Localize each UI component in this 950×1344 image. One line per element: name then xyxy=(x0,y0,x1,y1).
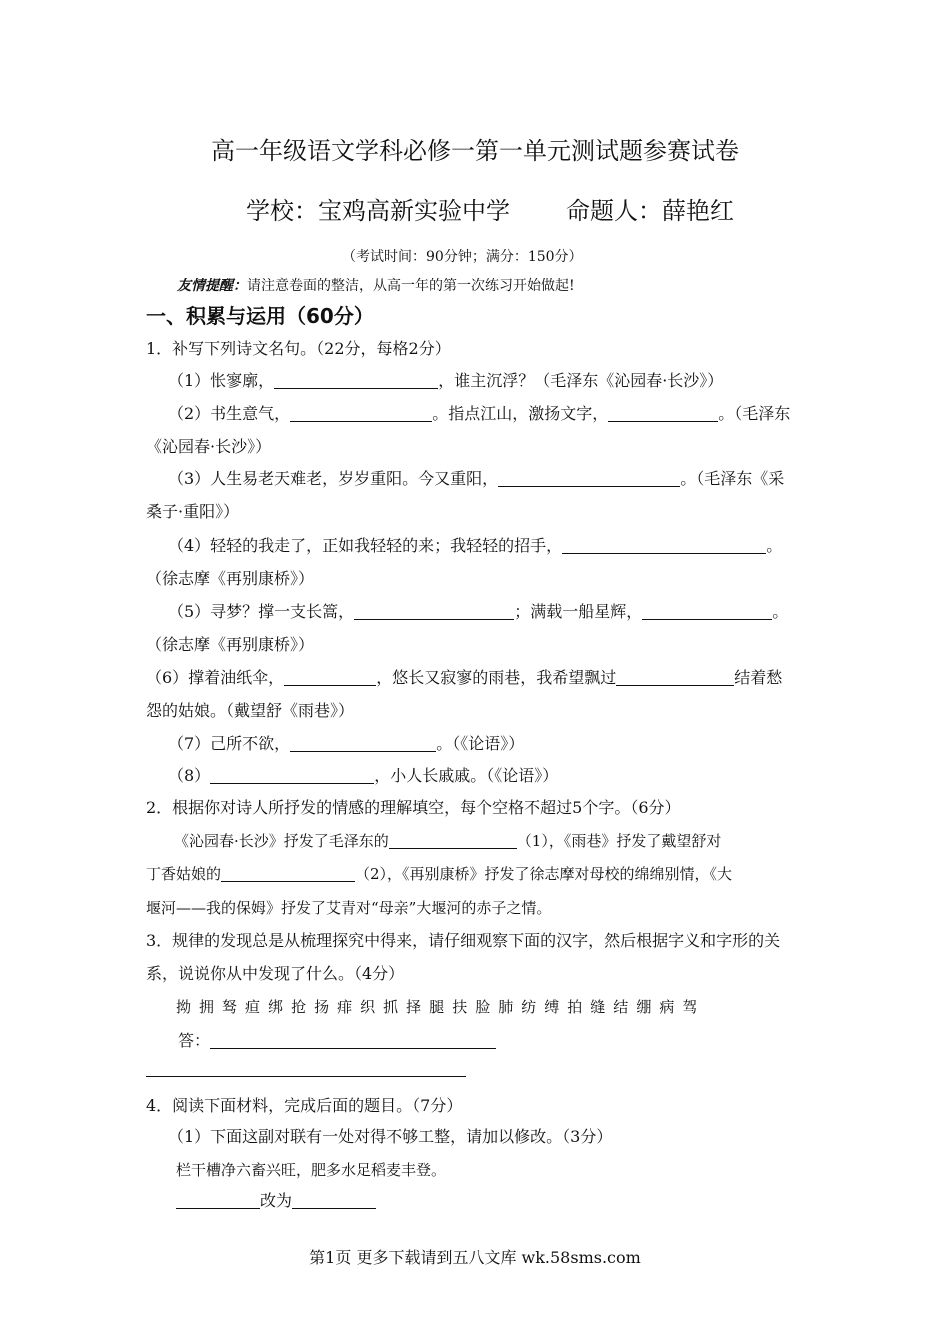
answer-blank[interactable] xyxy=(608,405,718,422)
q3-stem-2: 系，说说你从中发现了什么。（4分） xyxy=(146,964,405,983)
q1-item-1: （1）怅寥廓， ，谁主沉浮？（毛泽东《沁园春·长沙》） xyxy=(168,371,724,390)
answer-blank[interactable] xyxy=(389,832,517,849)
q3-answer: 答： xyxy=(178,1031,496,1051)
answer-blank[interactable] xyxy=(210,1032,496,1049)
answer-blank[interactable] xyxy=(562,537,766,554)
q4-sub-1: （1）下面这副对联有一处对得不够工整，请加以修改。（3分） xyxy=(168,1127,613,1146)
q1-stem: 1．补写下列诗文名句。（22分，每格2分） xyxy=(146,339,451,358)
q1-item-2-cont: 《沁园春·长沙》） xyxy=(146,437,272,456)
q1-item-5: （5）寻梦？撑一支长篙， ；满载一船星辉， 。 xyxy=(168,602,789,621)
reminder-label: 友情提醒： xyxy=(177,278,247,294)
answer-blank[interactable] xyxy=(292,1192,376,1209)
q1-item-3: （3）人生易老天难老，岁岁重阳。今又重阳， 。（毛泽东《采 xyxy=(168,469,785,488)
page-footer: 第1页 更多下载请到五八文库 wk.58sms.com xyxy=(309,1248,641,1267)
answer-blank[interactable] xyxy=(284,669,376,686)
answer-blank[interactable] xyxy=(274,372,438,389)
q4-stem: 4．阅读下面材料，完成后面的题目。（7分） xyxy=(146,1096,463,1115)
answer-blank[interactable] xyxy=(210,767,374,784)
q1-item-8: （8） ，小人长戚戚。（《论语》） xyxy=(168,766,559,785)
q1-item-2: （2）书生意气， 。指点江山，激扬文字， 。（毛泽东 xyxy=(168,404,791,423)
q1-item-7: （7）己所不欲， 。（《论语》） xyxy=(168,734,525,753)
q4-change: 改为 xyxy=(176,1191,376,1211)
q1-item-4: （4）轻轻的我走了，正如我轻轻的来；我轻轻的招手， 。 xyxy=(168,536,783,555)
answer-blank[interactable] xyxy=(498,470,680,487)
reminder xyxy=(177,276,575,296)
author-line: 命题人：薛艳红 xyxy=(566,197,734,225)
q2-line-1: 《沁园春·长沙》抒发了毛泽东的 （1），《雨巷》抒发了戴望舒对 xyxy=(174,832,722,850)
q3-stem-1: 3．规律的发现总是从梳理探究中得来，请仔细观察下面的汉字，然后根据字义和字形的关 xyxy=(146,931,781,950)
q2-line-2: 丁香姑娘的 （2），《再别康桥》抒发了徐志摩对母校的绵绵别情，《大 xyxy=(146,865,733,883)
q3-character-list: 拗 拥 驽 疸 绑 抢 扬 痱 织 抓 择 腿 扶 脸 肺 纺 缚 拍 缝 结 绷 病 驾 xyxy=(176,998,698,1016)
q2-line-3: 堰河——我的保姆》抒发了艾青对“母亲”大堰河的赤子之情。 xyxy=(146,899,552,917)
q1-item-3-cont: 桑子·重阳》） xyxy=(146,502,240,521)
answer-blank[interactable] xyxy=(616,669,734,686)
answer-blank[interactable] xyxy=(642,603,772,620)
answer-blank[interactable] xyxy=(290,405,432,422)
answer-blank[interactable] xyxy=(221,865,355,882)
answer-line[interactable] xyxy=(146,1076,466,1077)
answer-blank[interactable] xyxy=(290,735,436,752)
exam-info: （考试时间：90分钟；满分：150分） xyxy=(342,249,583,265)
q1-item-4-cont: （徐志摩《再别康桥》） xyxy=(146,569,315,588)
q1-item-6: （6）撑着油纸伞， ，悠长又寂寥的雨巷，我希望飘过 结着愁 xyxy=(146,668,783,687)
section-title: 一、积累与运用（60分） xyxy=(146,304,374,328)
q4-couplet: 栏干槽净六畜兴旺，肥多水足稻麦丰登。 xyxy=(176,1161,447,1179)
school-line: 学校：宝鸡高新实验中学 xyxy=(246,197,510,225)
reminder-text: 请注意卷面的整洁，从高一年的第一次练习开始做起! xyxy=(247,278,575,294)
q1-item-6-cont: 怨的姑娘。（戴望舒《雨巷》） xyxy=(146,701,355,720)
answer-blank[interactable] xyxy=(176,1192,260,1209)
q1-item-5-cont: （徐志摩《再别康桥》） xyxy=(146,635,315,654)
exam-title: 高一年级语文学科必修一第一单元测试题参赛试卷 xyxy=(211,137,739,165)
answer-blank[interactable] xyxy=(354,603,514,620)
q2-stem: 2．根据你对诗人所抒发的情感的理解填空，每个空格不超过5个字。（6分） xyxy=(146,798,681,817)
